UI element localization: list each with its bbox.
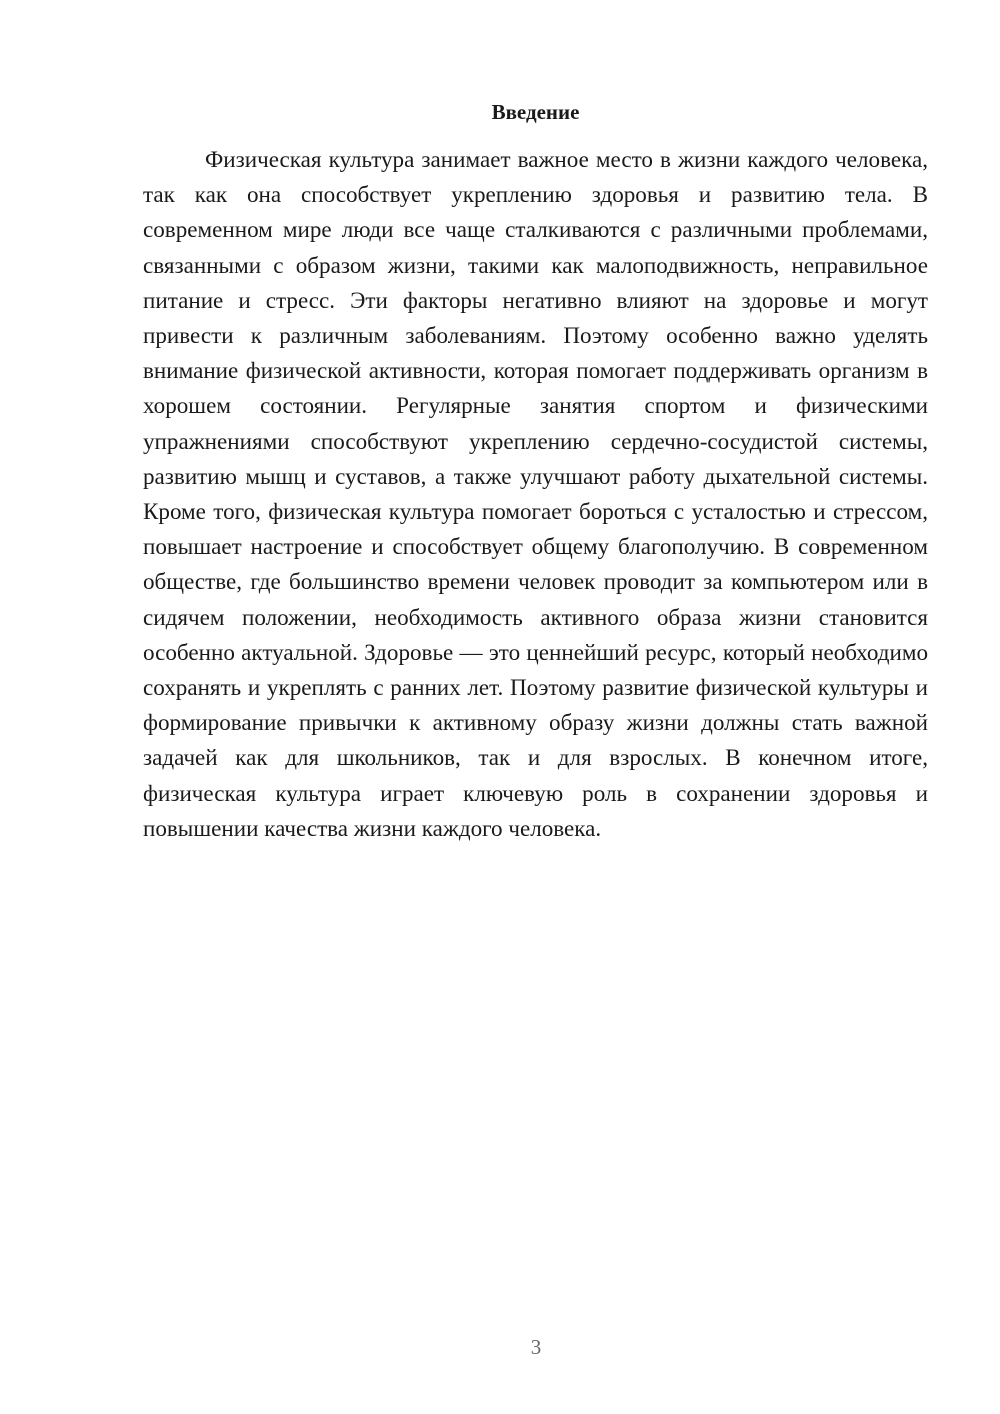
body-paragraph: Физическая культура занимает важное место в жизни каждого человека, так как она способствует укреплению здоровья и развитию тела. В современном мире люди все чаще сталкиваются с различными проблемами, связанными с образом жизни, такими как малоподвижность, неправильное питание и стресс. Эти факторы негативно влияют на здоровье и могут привести к различным заболеваниям. Поэтому особенно важно уделять внимание физической активности, которая помогает поддерживать организм в хорошем состоянии. Регулярные занятия спортом и физическими упражнениями способствуют укреплению сердечно-сосудистой системы, развитию мышц и суставов, а также улучшают работу дыхательной системы. Кроме того, физическая культура помогает бороться с усталостью и стрессом, повышает настроение и способствует общему благополучию. В современном обществе, где большинство времени человек проводит за компьютером или в сидячем положении, необходимость активного образа жизни становится особенно актуальной. Здоровье — это ценнейший ресурс, который необходимо сохранять и укреплять с ранних лет. Поэтому развитие физической культуры и формирование привычки к активному образу жизни должны стать важной задачей как для школьников, так и для взрослых. В конечном итоге, физическая культура играет ключевую роль в сохранении здоровья и повышении качества жизни каждого человека.: [143, 146, 928, 841]
section-heading: Введение: [491, 100, 580, 124]
page-number: 3: [530, 1335, 542, 1359]
